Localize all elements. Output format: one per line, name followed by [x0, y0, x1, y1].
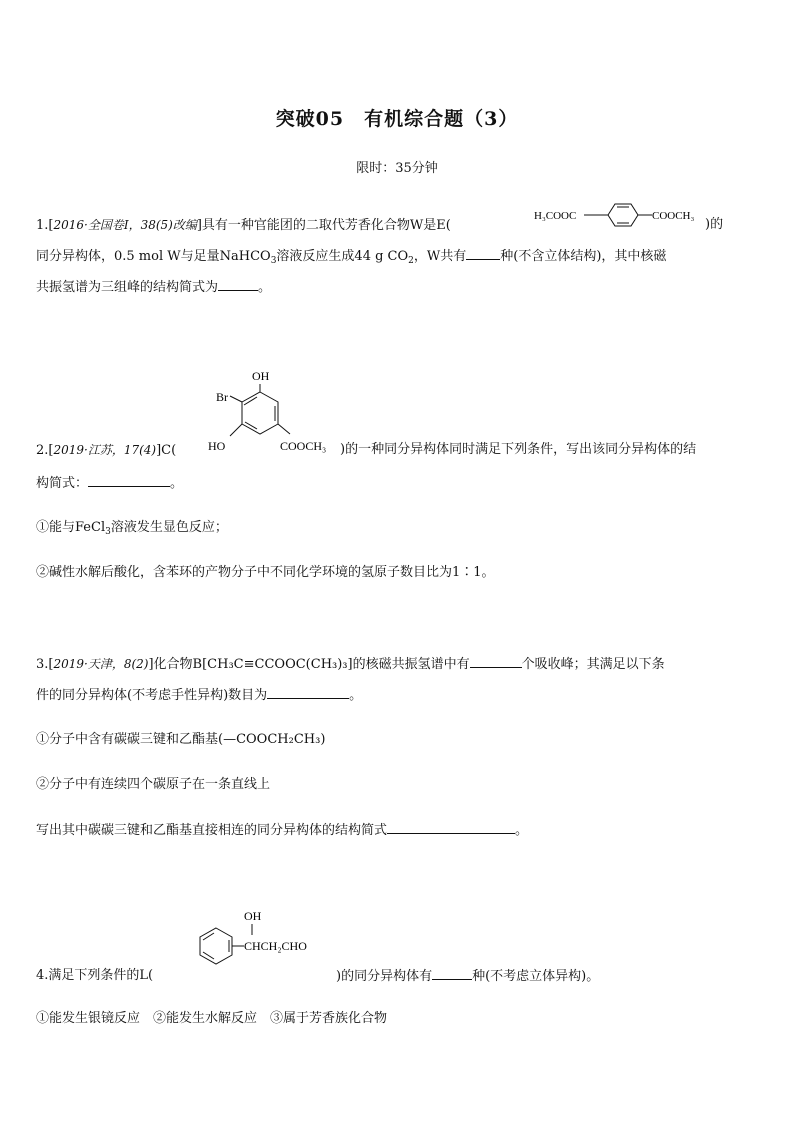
q2-struct-br: Br	[216, 390, 228, 404]
q4-blank-count[interactable]	[432, 967, 472, 980]
q2-line-1-end: )的一种同分异构体同时满足下列条件，写出该同分异构体的结	[340, 442, 697, 457]
q2-blank-structure[interactable]	[88, 474, 170, 487]
q4-structure-L	[194, 904, 344, 984]
q1-struct-left: H₃COOC	[534, 210, 577, 222]
q3-condition-1: ①分子中含有碳碳三键和乙酯基(—COOCH₂CH₃)	[36, 732, 326, 747]
q4-struct-chain: CHCH₂CHO	[244, 939, 307, 953]
q2-struct-oh: OH	[252, 369, 270, 383]
q4-line-1-start: 4.满足下列条件的L(	[36, 968, 154, 983]
q1-line-2: 同分异构体，0.5 mol W与足量NaHCO$_3$溶液反应生成44 g $CO_2$，W共有 种(不含立体结构)，其中核磁	[36, 249, 667, 266]
q3-line-2: 件的同分异构体(不考虑手性异构)数目为 。	[36, 688, 363, 703]
page-title: 突破05 有机综合题（3）	[275, 108, 519, 130]
q4-line-1: )的同分异构体有 种(不考虑立体异构)。	[336, 969, 600, 984]
q1-structure-E	[528, 202, 714, 228]
q3-line-3: 写出其中碳碳三键和乙酯基直接相连的同分异构体的结构简式 。	[36, 823, 529, 838]
q3-blank-structure[interactable]	[387, 821, 515, 834]
q1-line-3: 共振氢谱为三组峰的结构简式为 。	[36, 280, 272, 295]
q1-blank-count[interactable]	[466, 247, 500, 260]
q4-struct-oh: OH	[244, 909, 262, 923]
q3-blank-peaks[interactable]	[470, 655, 522, 668]
q3-blank-count[interactable]	[267, 686, 349, 699]
q2-structure-C	[200, 364, 350, 460]
q2-struct-ho: HO	[208, 439, 226, 453]
q2-line-1: 2.[2019·江苏，17(4)]C(	[36, 443, 177, 458]
q1-blank-structure[interactable]	[218, 278, 258, 291]
q3-condition-2: ②分子中有连续四个碳原子在一条直线上	[36, 777, 271, 792]
q4-conditions: ①能发生银镜反应 ②能发生水解反应 ③属于芳香族化合物	[36, 1011, 388, 1026]
q1-line-1-end: )的	[705, 217, 724, 232]
q3-source: 2019·天津，8(2)	[53, 657, 149, 671]
q1-line-1: 1.[2016·全国卷Ⅰ，38(5)改编]具有一种官能团的二取代芳香化合物W是E(	[36, 218, 451, 233]
q1-struct-right: COOCH₃	[652, 210, 695, 222]
time-limit: 限时：35分钟	[356, 161, 438, 176]
q2-line-2: 构简式： 。	[36, 476, 184, 491]
q2-struct-ester: COOCH₃	[280, 439, 327, 453]
q2-source: 2019·江苏，17(4)	[53, 443, 157, 457]
q1-source: 2016·全国卷Ⅰ，38(5)改编	[53, 218, 197, 232]
q2-condition-2: ②碱性水解后酸化，含苯环的产物分子中不同化学环境的氢原子数目比为1∶1。	[36, 565, 495, 580]
q3-line-1: 3.[2019·天津，8(2)]化合物B[CH₃C≡CCOOC(CH₃)₃]的核磁共振氢谱中有 个吸收峰；其满足以下条	[36, 657, 665, 672]
q2-condition-1: ①能与FeCl$_3$溶液发生显色反应；	[36, 520, 228, 537]
